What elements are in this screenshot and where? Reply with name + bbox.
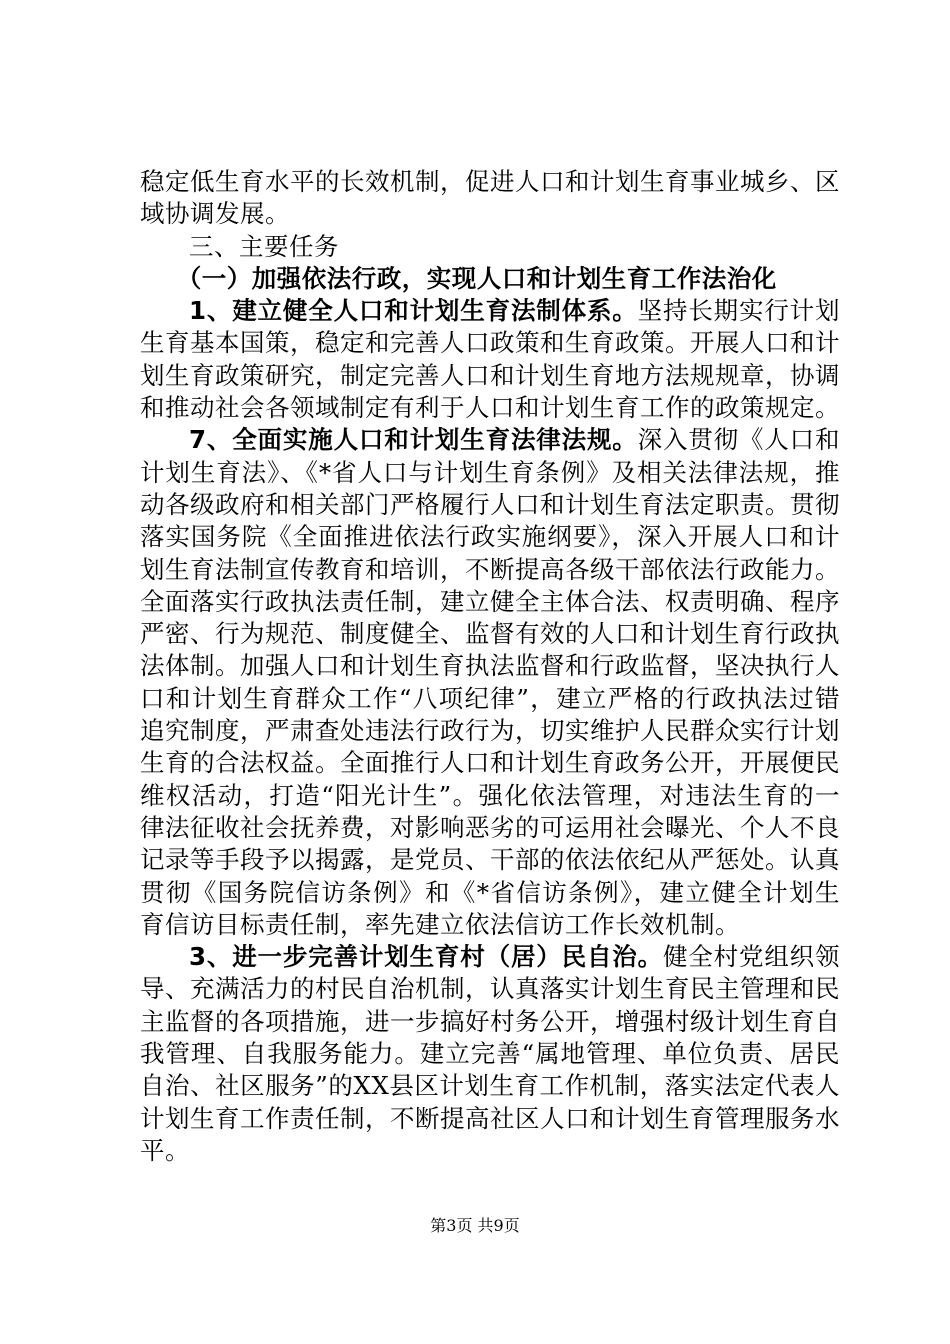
item-lead: 1、建立健全人口和计划生育法制体系。 — [189, 296, 638, 326]
item-body: 深入贯彻《人口和计划生育法》、《*省人口与计划生育条例》及相关法律法规，推动各级政府和相关部门严格履行人口和计划生育法定职责。贯彻落实国务院《全面推进依法行政实施纲要》，深入开展人口和计划生育法制宣传教育和培训，不断提高各级干部依法行政能力。全面落实行政执法责任制，建立健全主体合法、权责明确、程序严密、行为规范、制度健全、监督有效的人口和计划生育行政执法体制。加强人口和计划生育执法监督和行政监督，坚决执行人口和计划生育群众工作“八项纪律”，建立严格的行政执法过错追究制度，严肃查处违法行政行为，切实维护人民群众实行计划生育的合法权益。全面推行人口和计划生育政务公开，开展便民维权活动，打造“阳光计生”。强化依法管理，对违法生育的一律法征收社会抚养费，对影响恶劣的可运用社会曝光、个人不良记录等手段予以揭露，是党员、干部的依法依纪从严惩处。认真贯彻《国务院信访条例》和《*省信访条例》，建立健全计划生育信访目标责任制，率先建立依法信访工作长效机制。 — [140, 425, 841, 939]
sub-heading: （一）加强依法行政，实现人口和计划生育工作法治化 — [176, 263, 777, 293]
page-number-footer: 第3页 共9页 — [430, 1216, 520, 1235]
item-body: 坚持长期实行计划生育基本国策，稳定和完善人口政策和生育政策。开展人口和计划生育政策研究，制定完善人口和计划生育地方法规规章，协调和推动社会各领域制定有利于人口和计划生育工作的政策规定。 — [140, 296, 841, 423]
intro-paragraph: 稳定低生育水平的长效机制，促进人口和计划生育事业城乡、区域协调发展。 — [140, 167, 840, 229]
item-lead: 3、进一步完善计划生育村（居）民自治。 — [189, 942, 663, 972]
item-paragraph-1 — [140, 295, 840, 424]
item-paragraph-7 — [140, 424, 840, 941]
section-heading: 三、主要任务 — [189, 231, 339, 261]
item-paragraph-3 — [140, 941, 840, 1167]
document-body — [140, 166, 840, 1167]
item-body: 健全村党组织领导、充满活力的村民自治机制，认真落实计划生育民主管理和民主监督的各项措施，进一步搞好村务公开，增强村级计划生育自我管理、自我服务能力。建立完善“属地管理、单位负责、居民自治、社区服务”的XX县区计划生育工作机制，落实法定代表人计划生育工作责任制，不断提高社区人口和计划生育管理服务水平。 — [140, 942, 841, 1165]
item-lead: 7、全面实施人口和计划生育法律法规。 — [189, 425, 638, 455]
